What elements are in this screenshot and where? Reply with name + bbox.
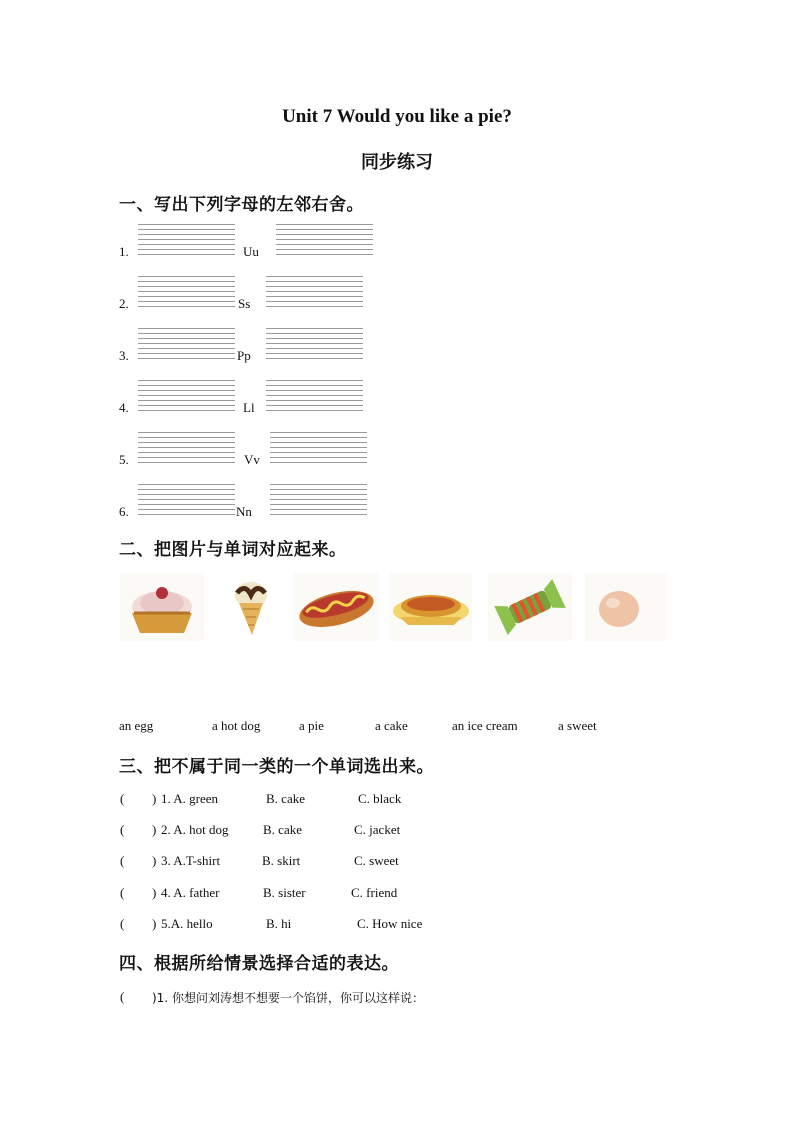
letter-label: Vv xyxy=(244,452,260,467)
answer-lines-right[interactable] xyxy=(270,432,367,467)
answer-lines-right[interactable] xyxy=(270,484,367,519)
option-c: C. friend xyxy=(351,885,398,900)
option-c: C. sweet xyxy=(354,853,399,868)
option-a: 1. A. green xyxy=(161,791,219,806)
answer-lines-right[interactable] xyxy=(276,224,373,259)
section1-heading: 一、写出下列字母的左邻右舍。 xyxy=(119,195,364,215)
section2-heading: 二、把图片与单词对应起来。 xyxy=(119,540,347,560)
question-1-text: )1. 你想问刘涛想不想要一个馅饼，你可以这样说： xyxy=(152,991,424,1005)
option-b: B. hi xyxy=(266,916,292,931)
answer-lines-left[interactable] xyxy=(138,432,235,467)
answer-lines-left[interactable] xyxy=(138,380,235,415)
item-number: 2. xyxy=(119,296,129,311)
item-number: 1. xyxy=(119,244,129,259)
pie-icon xyxy=(390,573,472,641)
answer-paren-close: ) xyxy=(152,916,157,931)
answer-paren-open[interactable]: ( xyxy=(120,916,125,931)
option-b: B. cake xyxy=(263,822,302,837)
word-option: a hot dog xyxy=(212,718,261,733)
option-b: B. skirt xyxy=(262,853,301,868)
answer-paren-open[interactable]: ( xyxy=(120,822,125,837)
option-b: B. sister xyxy=(263,885,306,900)
answer-paren-close: ) xyxy=(152,885,157,900)
option-a: 3. A.T-shirt xyxy=(161,853,221,868)
answer-paren-open[interactable]: ( xyxy=(120,885,125,900)
section3-heading: 三、把不属于同一类的一个单词选出来。 xyxy=(119,757,434,777)
letter-label: Uu xyxy=(243,244,259,259)
answer-paren-open[interactable]: ( xyxy=(120,853,125,868)
answer-lines-left[interactable] xyxy=(138,484,235,519)
worksheet-subtitle: 同步练习 xyxy=(361,152,433,173)
word-option: a pie xyxy=(299,718,324,733)
answer-lines-right[interactable] xyxy=(266,276,363,311)
answer-lines-left[interactable] xyxy=(138,276,235,311)
letter-label: Pp xyxy=(237,348,251,363)
answer-paren-close: ) xyxy=(152,853,157,868)
answer-paren-close: ) xyxy=(152,791,157,806)
answer-lines-right[interactable] xyxy=(266,380,363,415)
option-b: B. cake xyxy=(266,791,305,806)
sweet-candy-icon xyxy=(488,573,572,641)
item-number: 3. xyxy=(119,348,129,363)
word-option: an ice cream xyxy=(452,718,518,733)
hot-dog-icon xyxy=(294,573,378,641)
answer-lines-right[interactable] xyxy=(266,328,363,363)
item-number: 4. xyxy=(119,400,129,415)
answer-paren-open[interactable]: ( xyxy=(120,791,125,806)
item-number: 5. xyxy=(119,452,129,467)
word-option: an egg xyxy=(119,718,154,733)
option-c: C. How nice xyxy=(357,916,423,931)
ice-cream-cone-icon xyxy=(215,573,285,641)
answer-paren-open[interactable]: ( xyxy=(120,989,125,1004)
option-c: C. black xyxy=(358,791,402,806)
word-option: a cake xyxy=(375,718,408,733)
egg-icon xyxy=(585,573,667,641)
cupcake-icon xyxy=(120,573,204,641)
option-a: 2. A. hot dog xyxy=(161,822,229,837)
letter-label: Ll xyxy=(243,400,255,415)
option-a: 5.A. hello xyxy=(161,916,213,931)
answer-lines-left[interactable] xyxy=(138,224,235,259)
letter-label: Ss xyxy=(238,296,251,311)
option-a: 4. A. father xyxy=(161,885,220,900)
answer-paren-close: ) xyxy=(152,822,157,837)
item-number: 6. xyxy=(119,504,129,519)
option-c: C. jacket xyxy=(354,822,401,837)
word-option: a sweet xyxy=(558,718,597,733)
letter-label: Nn xyxy=(236,504,252,519)
section4-heading: 四、根据所给情景选择合适的表达。 xyxy=(119,954,399,974)
answer-lines-left[interactable] xyxy=(138,328,235,363)
worksheet-title: Unit 7 Would you like a pie? xyxy=(282,106,512,127)
